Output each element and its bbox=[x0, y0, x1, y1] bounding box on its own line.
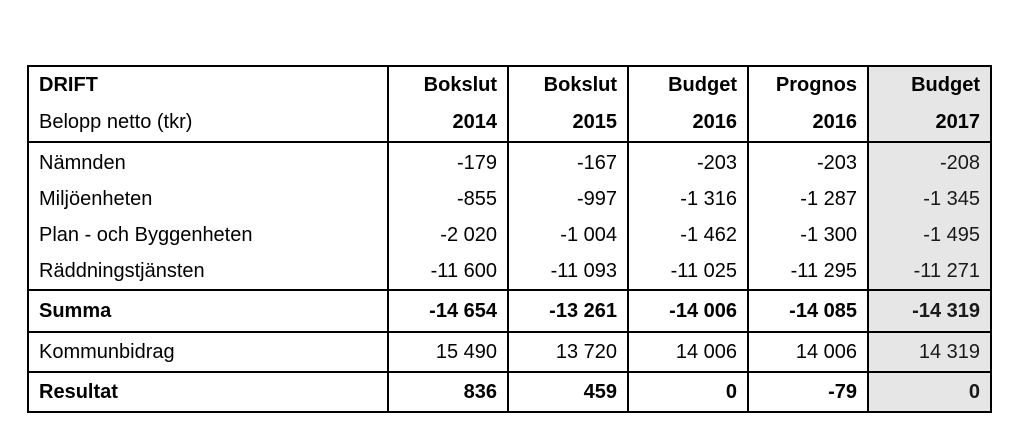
header-col-5-year: 2017 bbox=[868, 104, 991, 142]
table-cell: -11 093 bbox=[508, 253, 628, 290]
table-cell: -855 bbox=[388, 181, 508, 217]
table-cell: -1 287 bbox=[748, 181, 868, 217]
header-drift: DRIFT bbox=[28, 66, 388, 104]
summa-cell: -14 085 bbox=[748, 290, 868, 332]
table-cell: -179 bbox=[388, 142, 508, 181]
summa-cell: -14 006 bbox=[628, 290, 748, 332]
table-cell: -1 462 bbox=[628, 217, 748, 253]
header-row-1 bbox=[28, 66, 991, 104]
summa-row bbox=[28, 290, 991, 332]
header-col-3-type: Budget bbox=[628, 66, 748, 104]
row-label: Miljöenheten bbox=[28, 181, 388, 217]
table-row bbox=[28, 142, 991, 181]
resultat-row bbox=[28, 372, 991, 412]
table-cell: -1 316 bbox=[628, 181, 748, 217]
table-cell: -11 600 bbox=[388, 253, 508, 290]
header-col-5-type: Budget bbox=[868, 66, 991, 104]
kommunbidrag-cell: 14 319 bbox=[868, 332, 991, 372]
table-cell: -11 295 bbox=[748, 253, 868, 290]
kommunbidrag-cell: 13 720 bbox=[508, 332, 628, 372]
summa-label: Summa bbox=[28, 290, 388, 332]
header-col-4-year: 2016 bbox=[748, 104, 868, 142]
header-col-2-year: 2015 bbox=[508, 104, 628, 142]
resultat-label: Resultat bbox=[28, 372, 388, 412]
table-cell: -1 345 bbox=[868, 181, 991, 217]
kommunbidrag-cell: 14 006 bbox=[628, 332, 748, 372]
header-col-2-type: Bokslut bbox=[508, 66, 628, 104]
row-label: Plan - och Byggenheten bbox=[28, 217, 388, 253]
resultat-cell: 0 bbox=[868, 372, 991, 412]
table-cell: -203 bbox=[748, 142, 868, 181]
table-row bbox=[28, 253, 991, 290]
table-row bbox=[28, 217, 991, 253]
budget-table bbox=[27, 65, 992, 413]
kommunbidrag-label: Kommunbidrag bbox=[28, 332, 388, 372]
header-col-1-type: Bokslut bbox=[388, 66, 508, 104]
table-cell: -1 495 bbox=[868, 217, 991, 253]
summa-cell: -14 654 bbox=[388, 290, 508, 332]
summa-cell: -14 319 bbox=[868, 290, 991, 332]
table-cell: -11 271 bbox=[868, 253, 991, 290]
resultat-cell: -79 bbox=[748, 372, 868, 412]
table-cell: -167 bbox=[508, 142, 628, 181]
kommunbidrag-row bbox=[28, 332, 991, 372]
header-col-4-type: Prognos bbox=[748, 66, 868, 104]
resultat-cell: 836 bbox=[388, 372, 508, 412]
row-label: Nämnden bbox=[28, 142, 388, 181]
header-col-3-year: 2016 bbox=[628, 104, 748, 142]
table-cell: -1 004 bbox=[508, 217, 628, 253]
resultat-cell: 459 bbox=[508, 372, 628, 412]
table-row bbox=[28, 181, 991, 217]
table-cell: -997 bbox=[508, 181, 628, 217]
header-row-2 bbox=[28, 104, 991, 142]
table-cell: -203 bbox=[628, 142, 748, 181]
kommunbidrag-cell: 14 006 bbox=[748, 332, 868, 372]
summa-cell: -13 261 bbox=[508, 290, 628, 332]
table-cell: -11 025 bbox=[628, 253, 748, 290]
header-col-1-year: 2014 bbox=[388, 104, 508, 142]
header-belopp: Belopp netto (tkr) bbox=[28, 104, 388, 142]
resultat-cell: 0 bbox=[628, 372, 748, 412]
row-label: Räddningstjänsten bbox=[28, 253, 388, 290]
table-cell: -2 020 bbox=[388, 217, 508, 253]
kommunbidrag-cell: 15 490 bbox=[388, 332, 508, 372]
table-cell: -1 300 bbox=[748, 217, 868, 253]
table-cell: -208 bbox=[868, 142, 991, 181]
